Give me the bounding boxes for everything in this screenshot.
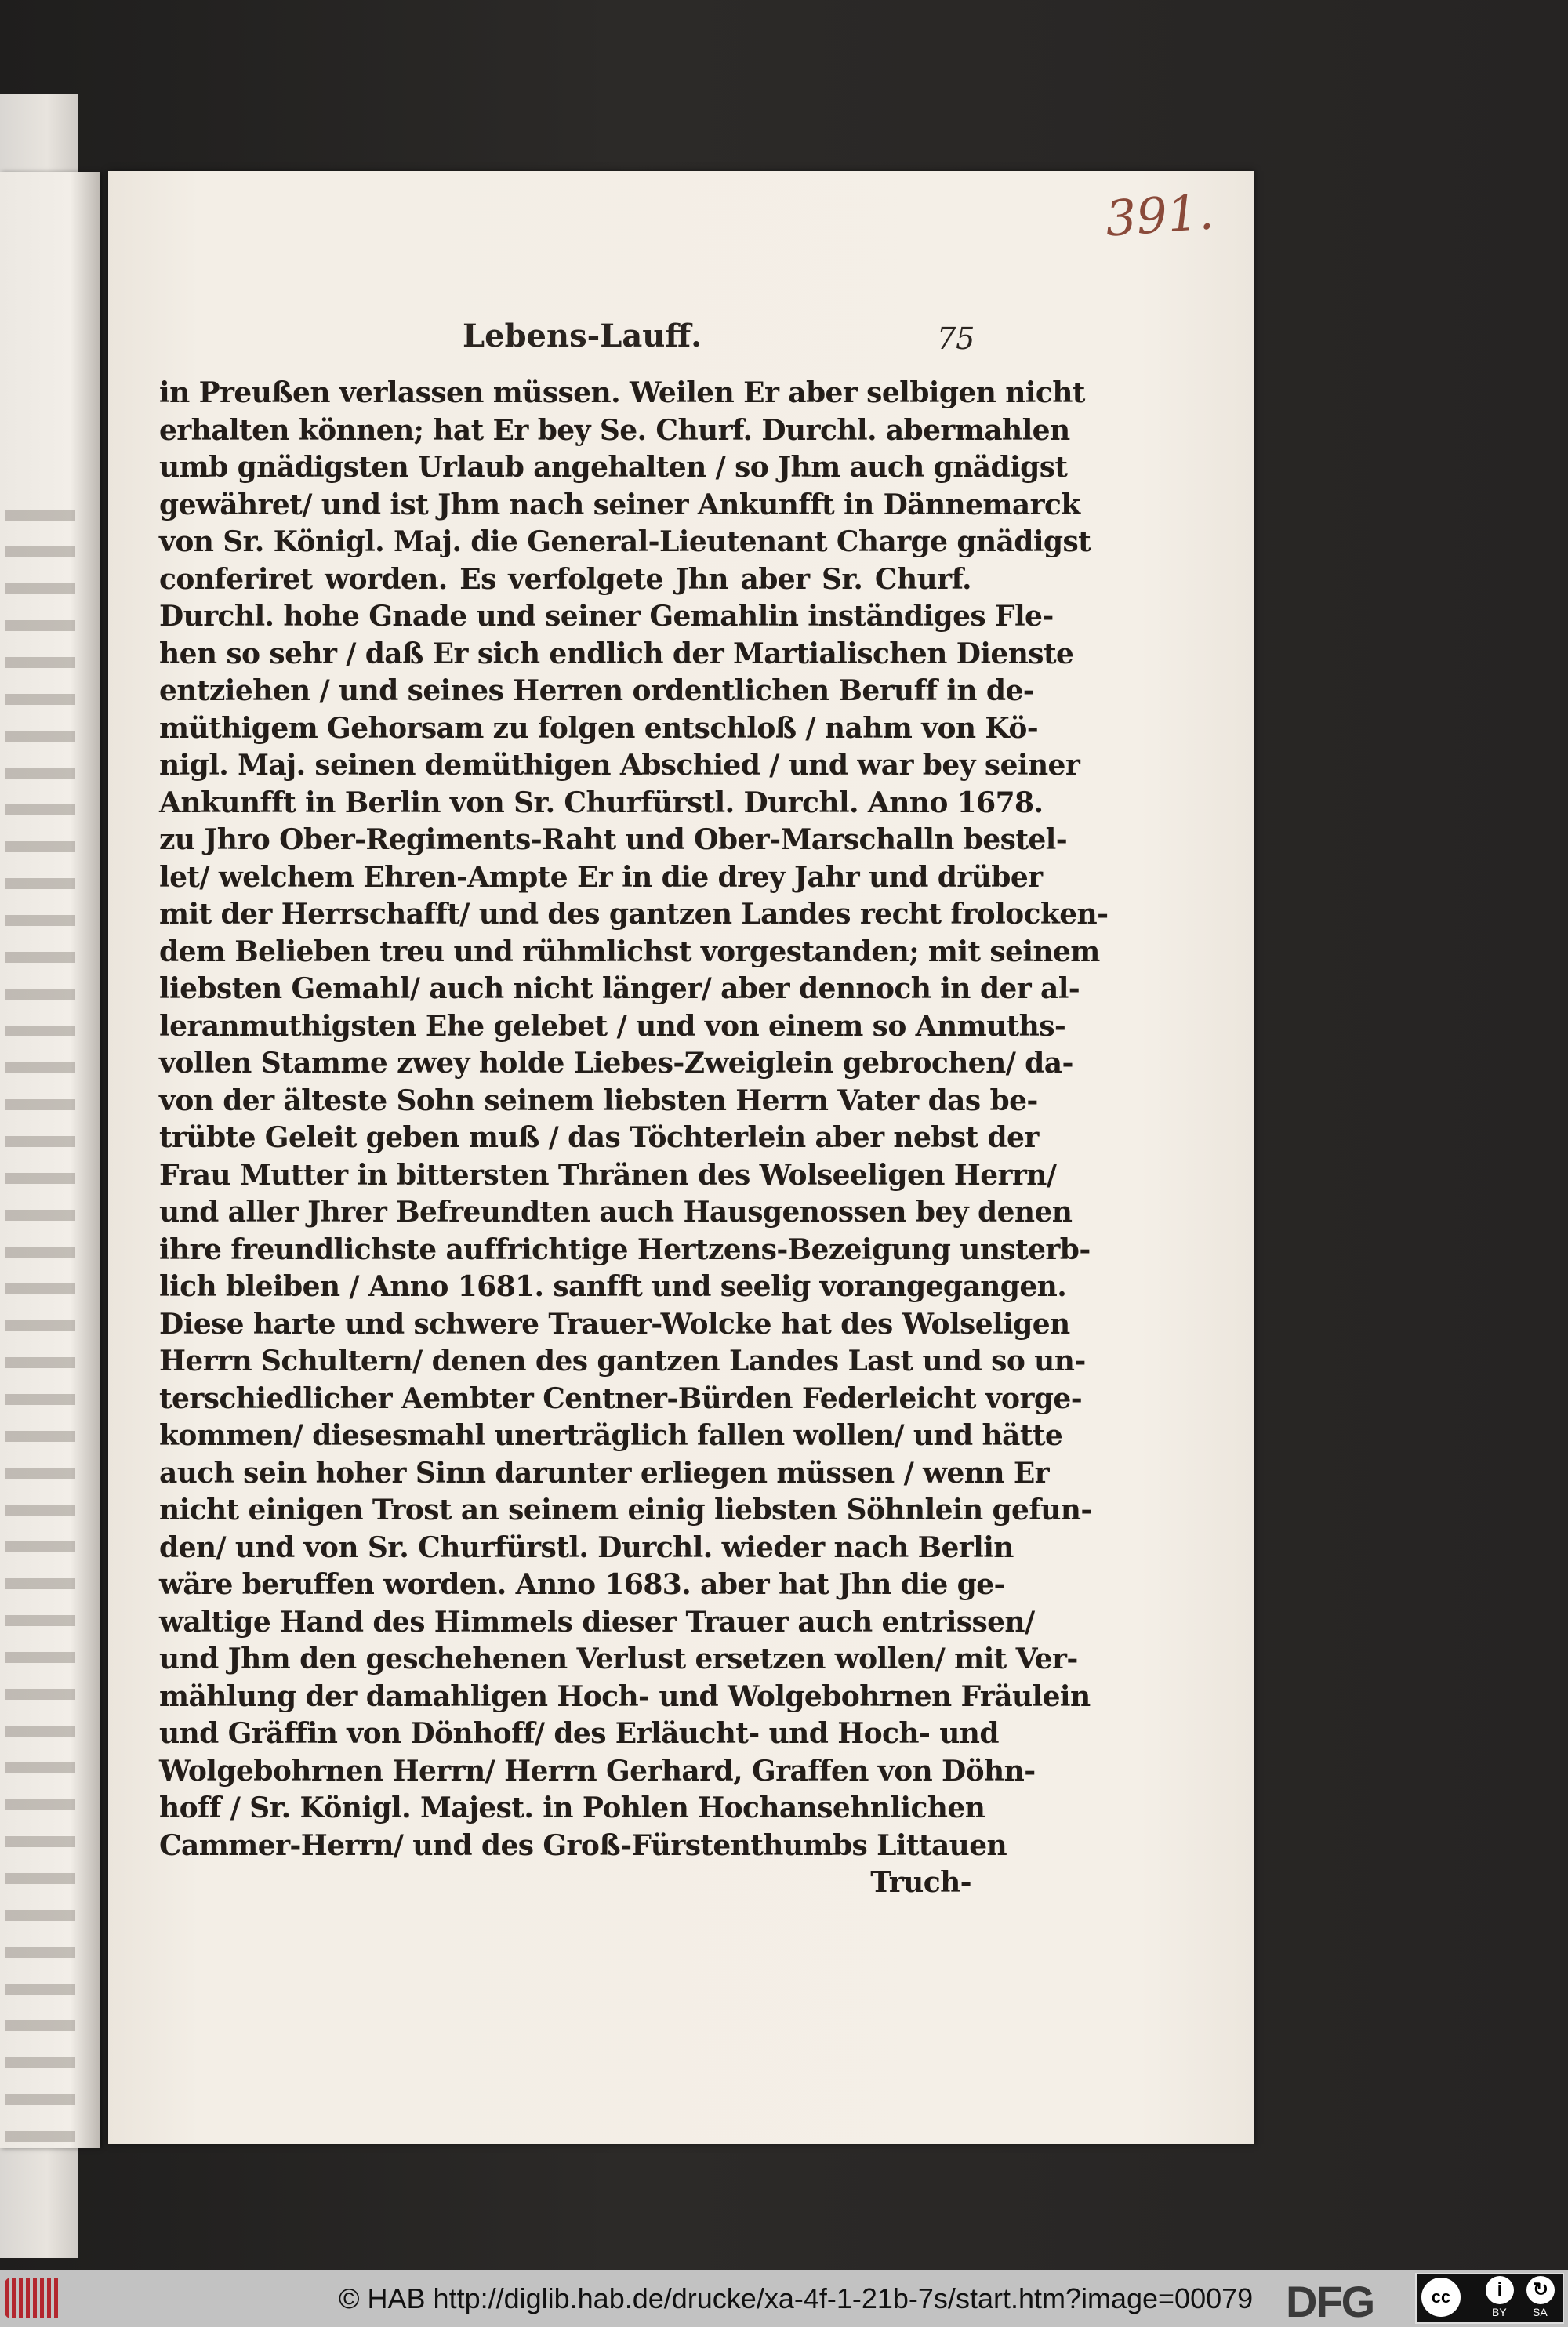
text-line: Durchl. hohe Gnade und seiner Gemahlin inständiges Fle-: [159, 600, 1054, 633]
cc-license-badge[interactable]: [1415, 2273, 1564, 2324]
text-line: liebsten Gemahl/ auch nicht länger/ aber dennoch in der al-: [159, 972, 1080, 1005]
dfg-logo[interactable]: DFG: [1286, 2277, 1374, 2326]
text-line: auch sein hoher Sinn darunter erliegen müssen / wenn Er: [159, 1456, 1050, 1490]
text-line: Herrn Schultern/ denen des gantzen Landes Last und so un-: [159, 1345, 1086, 1378]
text-line: dem Belieben treu und rühmlichst vorgestanden; mit seinem: [159, 935, 1100, 968]
text-line: umb gnädigsten Urlaub angehalten / so Jhm auch gnädigst: [159, 451, 1068, 484]
text-line: Frau Mutter in bittersten Thränen des Wolseeligen Herrn/: [159, 1158, 1057, 1192]
attribution-icon: i: [1486, 2276, 1514, 2304]
text-line: kommen/ diesesmahl unerträglich fallen wollen/ und hätte: [159, 1419, 1063, 1452]
previous-page: [0, 172, 100, 2148]
text-line: vollen Stamme zwey holde Liebes-Zweiglein gebrochen/ da-: [159, 1047, 1073, 1080]
cc-icon: cc: [1421, 2278, 1461, 2317]
text-line: entziehen / und seines Herren ordentlichen Beruff in de-: [159, 674, 1035, 707]
text-line: mählung der damahligen Hoch- und Wolgebohrnen Fräulein: [159, 1679, 1091, 1713]
text-line: conferiret worden. Es verfolgete Jhn aber Sr. Churf.: [159, 562, 971, 596]
text-line: nigl. Maj. seinen demüthigen Abschied / und war bey seiner: [159, 749, 1080, 782]
text-line: und Jhm den geschehenen Verlust ersetzen wollen/ mit Ver-: [159, 1643, 1078, 1675]
text-line: nicht einigen Trost an seinem einig liebsten Söhnlein gefun-: [159, 1494, 1092, 1527]
body-text: [159, 375, 1109, 1902]
copyright-url[interactable]: © HAB http://diglib.hab.de/drucke/xa-4f-1-21b-7s/start.htm?image=00079: [339, 2282, 1254, 2314]
page-number: 75: [937, 321, 975, 356]
text-line: Wolgebohrnen Herrn/ Herrn Gerhard, Graffen von Döhn-: [159, 1754, 1036, 1788]
text-line: erhalten können; hat Er bey Se. Churf. Durchl. abermahlen: [159, 413, 1070, 447]
sa-label: SA: [1533, 2306, 1548, 2318]
text-line: müthigem Gehorsam zu folgen entschloß / nahm von Kö-: [159, 711, 1039, 745]
text-line: den/ und von Sr. Churfürstl. Durchl. wieder nach Berlin: [159, 1530, 1014, 1564]
text-line: zu Jhro Ober-Regiments-Raht und Ober-Marschalln bestel-: [159, 823, 1068, 856]
by-label: BY: [1492, 2306, 1507, 2318]
text-line: Truch-: [870, 1866, 971, 1899]
text-line: Diese harte und schwere Trauer-Wolcke hat des Wolseligen: [159, 1307, 1070, 1341]
text-line: mit der Herrschafft/ und des gantzen Landes recht frolocken-: [159, 898, 1109, 931]
text-line: ihre freundlichste auffrichtige Hertzens-Bezeigung unsterb-: [159, 1232, 1091, 1266]
text-line: lich bleiben / Anno 1681. sanfft und seelig vorangegangen.: [159, 1270, 1067, 1303]
bleed-through-text: [5, 510, 75, 2156]
footer-bar: [0, 2270, 1568, 2327]
text-line: leranmuthigsten Ehe gelebet / und von einem so Anmuths-: [159, 1009, 1066, 1043]
text-line: hen so sehr / daß Er sich endlich der Martialischen Dienste: [159, 637, 1074, 670]
text-line: Ankunfft in Berlin von Sr. Churfürstl. Durchl. Anno 1678.: [159, 786, 1044, 819]
text-line: trübte Geleit geben muß / das Töchterlein aber nebst der: [159, 1121, 1039, 1154]
text-line: von der älteste Sohn seinem liebsten Herrn Vater das be-: [159, 1084, 1038, 1117]
text-line: gewähret/ und ist Jhm nach seiner Ankunfft in Dännemarck: [159, 488, 1080, 521]
text-line: terschiedlicher Aembter Centner-Bürden Federleicht vorge-: [159, 1381, 1083, 1415]
text-line: let/ welchem Ehren-Ampte Er in die drey Jahr und drüber: [159, 860, 1043, 894]
text-line: von Sr. Königl. Maj. die General-Lieutenant Charge gnädigst: [159, 525, 1091, 558]
text-line: in Preußen verlassen müssen. Weilen Er aber selbigen nicht: [159, 376, 1085, 409]
running-header: Lebens-Lauff.: [463, 318, 702, 354]
text-line: hoff / Sr. Königl. Majest. in Pohlen Hochansehnlichen: [159, 1792, 985, 1824]
share-alike-icon: ↻: [1526, 2276, 1555, 2304]
hab-logo-icon[interactable]: [5, 2278, 61, 2318]
handwritten-folio-number: 391.: [1103, 183, 1216, 248]
text-line: und aller Jhrer Befreundten auch Hausgenossen bey denen: [159, 1196, 1073, 1229]
text-line: wäre beruffen worden. Anno 1683. aber hat Jhn die ge-: [159, 1568, 1005, 1601]
text-line: und Gräffin von Dönhoff/ des Erläucht- und Hoch- und: [159, 1717, 999, 1750]
text-line: waltige Hand des Himmels dieser Trauer auch entrissen/: [159, 1605, 1035, 1639]
text-line: Cammer-Herrn/ und des Groß-Fürstenthumbs Littauen: [159, 1828, 1007, 1862]
